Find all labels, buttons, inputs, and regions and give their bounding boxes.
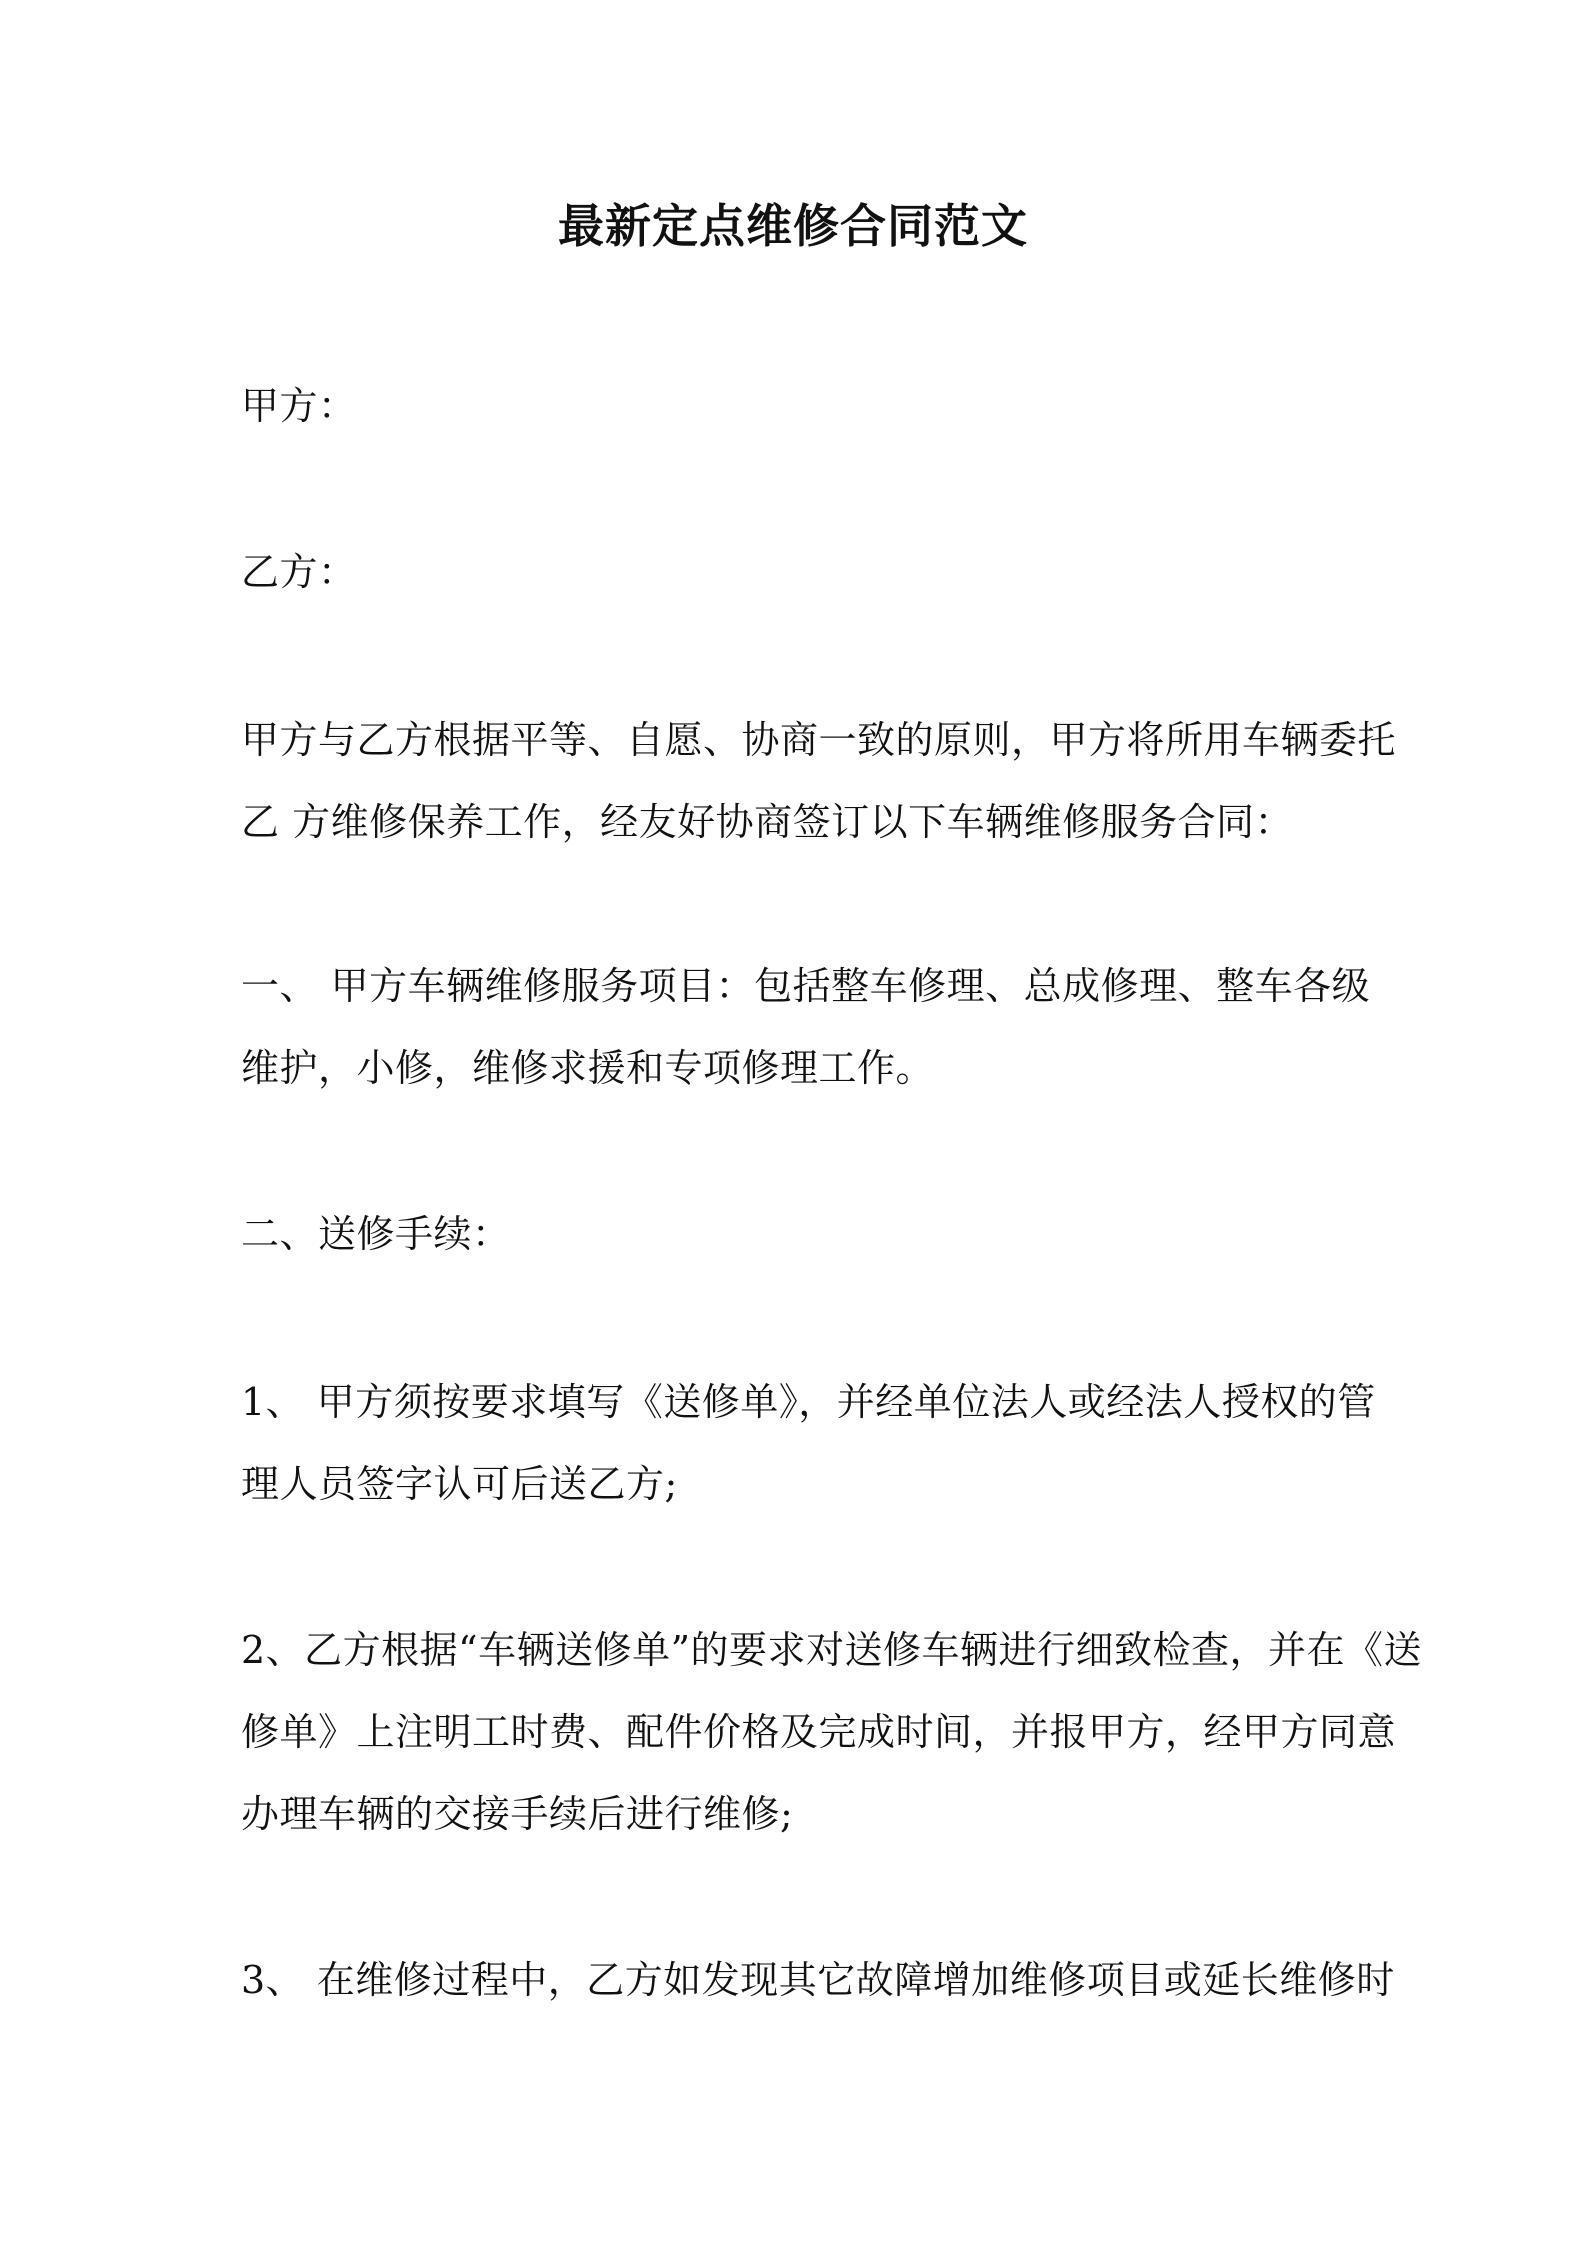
party-b-label [241, 531, 1351, 613]
clause-1-line-1: 一、 甲方车辆维修服务项目：包括整车修理、总成修理、整车各级 [241, 964, 1371, 1008]
item-1-paragraph [241, 1361, 1376, 1525]
item-1-line-2: 理人员签字认可后送乙方; [241, 1462, 678, 1506]
party-a-text: 甲方： [241, 384, 357, 428]
intro-line-1: 甲方与乙方根据平等、自愿、协商一致的原则，甲方将所用车辆委托 [241, 718, 1397, 762]
party-b-text: 乙方： [241, 550, 357, 594]
item-3-line-1: 3、 在维修过程中，乙方如发现其它故障增加维修项目或延长维修时 [241, 1958, 1395, 2002]
document-title: 最新定点维修合同范文 [558, 199, 1028, 253]
item-1-line-1: 1、 甲方须按要求填写《送修单》，并经单位法人或经法人授权的管 [241, 1380, 1376, 1424]
item-2-line-3: 办理车辆的交接手续后进行维修; [241, 1792, 794, 1836]
item-2-line-1: 2、乙方根据“车辆送修单”的要求对送修车辆进行细致检查，并在《送 [241, 1628, 1423, 1672]
clause-1-paragraph [241, 945, 1371, 1109]
clause-2-heading [241, 1193, 1351, 1275]
item-2-paragraph [241, 1609, 1423, 1855]
item-2-line-2: 修单》上注明工时费、配件价格及完成时间，并报甲方，经甲方同意 [241, 1710, 1397, 1754]
clause-1-line-2: 维护，小修，维修求援和专项修理工作。 [241, 1046, 935, 1090]
intro-paragraph [241, 699, 1397, 863]
item-3-paragraph [241, 1939, 1395, 2021]
intro-line-2: 乙 方维修保养工作，经友好协商签订以下车辆维修服务合同： [241, 800, 1294, 844]
clause-2-heading-text: 二、送修手续： [241, 1212, 511, 1256]
party-a-label [241, 365, 1351, 447]
